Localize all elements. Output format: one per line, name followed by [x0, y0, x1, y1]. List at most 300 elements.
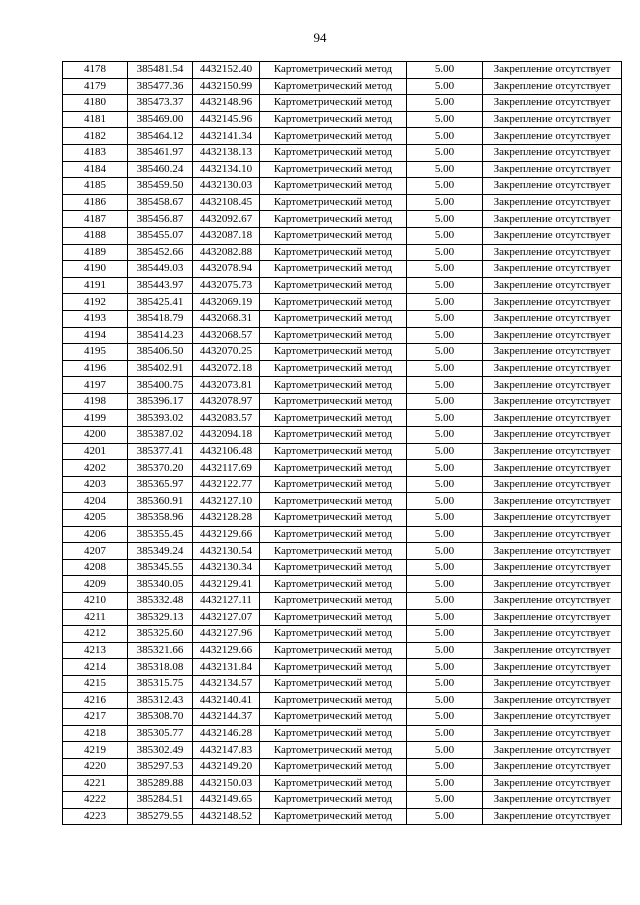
table-row — [63, 593, 622, 610]
point-number-cell: 4184 — [63, 161, 128, 178]
table-row — [63, 393, 622, 410]
fixing-cell: Закрепление отсутствует — [483, 294, 622, 311]
table-row — [63, 244, 622, 261]
x-coordinate-cell: 385461.97 — [128, 144, 193, 161]
fixing-cell: Закрепление отсутствует — [483, 227, 622, 244]
method-cell: Картометрический метод — [260, 626, 407, 643]
table-row — [63, 675, 622, 692]
method-cell: Картометрический метод — [260, 758, 407, 775]
method-cell: Картометрический метод — [260, 227, 407, 244]
fixing-cell: Закрепление отсутствует — [483, 675, 622, 692]
point-number-cell: 4222 — [63, 792, 128, 809]
fixing-cell: Закрепление отсутствует — [483, 709, 622, 726]
x-coordinate-cell: 385340.05 — [128, 576, 193, 593]
table-row — [63, 161, 622, 178]
y-coordinate-cell: 4432130.03 — [193, 178, 260, 195]
x-coordinate-cell: 385414.23 — [128, 327, 193, 344]
method-cell: Картометрический метод — [260, 692, 407, 709]
fixing-cell: Закрепление отсутствует — [483, 310, 622, 327]
fixing-cell: Закрепление отсутствует — [483, 493, 622, 510]
x-coordinate-cell: 385456.87 — [128, 211, 193, 228]
x-coordinate-cell: 385393.02 — [128, 410, 193, 427]
accuracy-cell: 5.00 — [407, 161, 483, 178]
x-coordinate-cell: 385387.02 — [128, 427, 193, 444]
table-row — [63, 211, 622, 228]
method-cell: Картометрический метод — [260, 427, 407, 444]
method-cell: Картометрический метод — [260, 95, 407, 112]
point-number-cell: 4209 — [63, 576, 128, 593]
accuracy-cell: 5.00 — [407, 725, 483, 742]
point-number-cell: 4201 — [63, 443, 128, 460]
point-number-cell: 4193 — [63, 310, 128, 327]
y-coordinate-cell: 4432138.13 — [193, 144, 260, 161]
fixing-cell: Закрепление отсутствует — [483, 78, 622, 95]
accuracy-cell: 5.00 — [407, 593, 483, 610]
x-coordinate-cell: 385459.50 — [128, 178, 193, 195]
y-coordinate-cell: 4432069.19 — [193, 294, 260, 311]
accuracy-cell: 5.00 — [407, 526, 483, 543]
table-row — [63, 344, 622, 361]
fixing-cell: Закрепление отсутствует — [483, 460, 622, 477]
method-cell: Картометрический метод — [260, 111, 407, 128]
table-row — [63, 808, 622, 825]
table-row — [63, 95, 622, 112]
fixing-cell: Закрепление отсутствует — [483, 62, 622, 79]
method-cell: Картометрический метод — [260, 642, 407, 659]
table-row — [63, 360, 622, 377]
accuracy-cell: 5.00 — [407, 675, 483, 692]
x-coordinate-cell: 385458.67 — [128, 194, 193, 211]
point-number-cell: 4196 — [63, 360, 128, 377]
point-number-cell: 4205 — [63, 510, 128, 527]
y-coordinate-cell: 4432131.84 — [193, 659, 260, 676]
accuracy-cell: 5.00 — [407, 144, 483, 161]
y-coordinate-cell: 4432072.18 — [193, 360, 260, 377]
method-cell: Картометрический метод — [260, 194, 407, 211]
accuracy-cell: 5.00 — [407, 410, 483, 427]
y-coordinate-cell: 4432150.99 — [193, 78, 260, 95]
table-row — [63, 460, 622, 477]
accuracy-cell: 5.00 — [407, 792, 483, 809]
point-number-cell: 4221 — [63, 775, 128, 792]
fixing-cell: Закрепление отсутствует — [483, 377, 622, 394]
accuracy-cell: 5.00 — [407, 493, 483, 510]
point-number-cell: 4189 — [63, 244, 128, 261]
fixing-cell: Закрепление отсутствует — [483, 526, 622, 543]
fixing-cell: Закрепление отсутствует — [483, 194, 622, 211]
point-number-cell: 4200 — [63, 427, 128, 444]
fixing-cell: Закрепление отсутствует — [483, 775, 622, 792]
method-cell: Картометрический метод — [260, 443, 407, 460]
point-number-cell: 4179 — [63, 78, 128, 95]
x-coordinate-cell: 385449.03 — [128, 261, 193, 278]
fixing-cell: Закрепление отсутствует — [483, 344, 622, 361]
point-number-cell: 4213 — [63, 642, 128, 659]
method-cell: Картометрический метод — [260, 460, 407, 477]
table-row — [63, 725, 622, 742]
x-coordinate-cell: 385396.17 — [128, 393, 193, 410]
method-cell: Картометрический метод — [260, 709, 407, 726]
fixing-cell: Закрепление отсутствует — [483, 161, 622, 178]
accuracy-cell: 5.00 — [407, 111, 483, 128]
table-row — [63, 526, 622, 543]
y-coordinate-cell: 4432068.57 — [193, 327, 260, 344]
y-coordinate-cell: 4432147.83 — [193, 742, 260, 759]
method-cell: Картометрический метод — [260, 294, 407, 311]
point-number-cell: 4194 — [63, 327, 128, 344]
y-coordinate-cell: 4432149.20 — [193, 758, 260, 775]
y-coordinate-cell: 4432094.18 — [193, 427, 260, 444]
accuracy-cell: 5.00 — [407, 310, 483, 327]
accuracy-cell: 5.00 — [407, 543, 483, 560]
point-number-cell: 4220 — [63, 758, 128, 775]
y-coordinate-cell: 4432148.96 — [193, 95, 260, 112]
fixing-cell: Закрепление отсутствует — [483, 144, 622, 161]
accuracy-cell: 5.00 — [407, 443, 483, 460]
point-number-cell: 4183 — [63, 144, 128, 161]
y-coordinate-cell: 4432144.37 — [193, 709, 260, 726]
point-number-cell: 4199 — [63, 410, 128, 427]
fixing-cell: Закрепление отсутствует — [483, 593, 622, 610]
fixing-cell: Закрепление отсутствует — [483, 642, 622, 659]
y-coordinate-cell: 4432128.28 — [193, 510, 260, 527]
method-cell: Картометрический метод — [260, 393, 407, 410]
accuracy-cell: 5.00 — [407, 244, 483, 261]
x-coordinate-cell: 385377.41 — [128, 443, 193, 460]
point-number-cell: 4216 — [63, 692, 128, 709]
accuracy-cell: 5.00 — [407, 460, 483, 477]
point-number-cell: 4203 — [63, 476, 128, 493]
fixing-cell: Закрепление отсутствует — [483, 626, 622, 643]
table-row — [63, 261, 622, 278]
point-number-cell: 4210 — [63, 593, 128, 610]
accuracy-cell: 5.00 — [407, 211, 483, 228]
table-row — [63, 427, 622, 444]
table-row — [63, 626, 622, 643]
y-coordinate-cell: 4432070.25 — [193, 344, 260, 361]
method-cell: Картометрический метод — [260, 178, 407, 195]
table-row — [63, 294, 622, 311]
method-cell: Картометрический метод — [260, 476, 407, 493]
method-cell: Картометрический метод — [260, 310, 407, 327]
table-row — [63, 659, 622, 676]
accuracy-cell: 5.00 — [407, 775, 483, 792]
x-coordinate-cell: 385452.66 — [128, 244, 193, 261]
fixing-cell: Закрепление отсутствует — [483, 808, 622, 825]
y-coordinate-cell: 4432117.69 — [193, 460, 260, 477]
fixing-cell: Закрепление отсутствует — [483, 261, 622, 278]
y-coordinate-cell: 4432083.57 — [193, 410, 260, 427]
y-coordinate-cell: 4432148.52 — [193, 808, 260, 825]
table-row — [63, 410, 622, 427]
fixing-cell: Закрепление отсутствует — [483, 178, 622, 195]
fixing-cell: Закрепление отсутствует — [483, 609, 622, 626]
point-number-cell: 4207 — [63, 543, 128, 560]
x-coordinate-cell: 385318.08 — [128, 659, 193, 676]
method-cell: Картометрический метод — [260, 211, 407, 228]
accuracy-cell: 5.00 — [407, 227, 483, 244]
x-coordinate-cell: 385418.79 — [128, 310, 193, 327]
table-row — [63, 709, 622, 726]
table-row — [63, 775, 622, 792]
method-cell: Картометрический метод — [260, 277, 407, 294]
y-coordinate-cell: 4432146.28 — [193, 725, 260, 742]
table-row — [63, 377, 622, 394]
x-coordinate-cell: 385460.24 — [128, 161, 193, 178]
y-coordinate-cell: 4432129.41 — [193, 576, 260, 593]
table-row — [63, 128, 622, 145]
accuracy-cell: 5.00 — [407, 510, 483, 527]
accuracy-cell: 5.00 — [407, 642, 483, 659]
table-row — [63, 277, 622, 294]
y-coordinate-cell: 4432127.96 — [193, 626, 260, 643]
fixing-cell: Закрепление отсутствует — [483, 427, 622, 444]
fixing-cell: Закрепление отсутствует — [483, 111, 622, 128]
method-cell: Картометрический метод — [260, 161, 407, 178]
y-coordinate-cell: 4432075.73 — [193, 277, 260, 294]
point-number-cell: 4181 — [63, 111, 128, 128]
x-coordinate-cell: 385402.91 — [128, 360, 193, 377]
x-coordinate-cell: 385349.24 — [128, 543, 193, 560]
accuracy-cell: 5.00 — [407, 576, 483, 593]
x-coordinate-cell: 385308.70 — [128, 709, 193, 726]
method-cell: Картометрический метод — [260, 360, 407, 377]
fixing-cell: Закрепление отсутствует — [483, 742, 622, 759]
point-number-cell: 4212 — [63, 626, 128, 643]
accuracy-cell: 5.00 — [407, 609, 483, 626]
method-cell: Картометрический метод — [260, 808, 407, 825]
table-row — [63, 227, 622, 244]
page-number: 94 — [313, 30, 327, 45]
fixing-cell: Закрепление отсутствует — [483, 128, 622, 145]
y-coordinate-cell: 4432145.96 — [193, 111, 260, 128]
x-coordinate-cell: 385302.49 — [128, 742, 193, 759]
y-coordinate-cell: 4432078.97 — [193, 393, 260, 410]
fixing-cell: Закрепление отсутствует — [483, 95, 622, 112]
y-coordinate-cell: 4432149.65 — [193, 792, 260, 809]
y-coordinate-cell: 4432106.48 — [193, 443, 260, 460]
x-coordinate-cell: 385400.75 — [128, 377, 193, 394]
method-cell: Картометрический метод — [260, 62, 407, 79]
table-row — [63, 758, 622, 775]
accuracy-cell: 5.00 — [407, 78, 483, 95]
accuracy-cell: 5.00 — [407, 758, 483, 775]
point-number-cell: 4185 — [63, 178, 128, 195]
point-number-cell: 4219 — [63, 742, 128, 759]
accuracy-cell: 5.00 — [407, 327, 483, 344]
table-row — [63, 78, 622, 95]
accuracy-cell: 5.00 — [407, 128, 483, 145]
table-row — [63, 178, 622, 195]
accuracy-cell: 5.00 — [407, 742, 483, 759]
accuracy-cell: 5.00 — [407, 692, 483, 709]
accuracy-cell: 5.00 — [407, 559, 483, 576]
accuracy-cell: 5.00 — [407, 62, 483, 79]
x-coordinate-cell: 385473.37 — [128, 95, 193, 112]
point-number-cell: 4191 — [63, 277, 128, 294]
point-number-cell: 4206 — [63, 526, 128, 543]
accuracy-cell: 5.00 — [407, 194, 483, 211]
point-number-cell: 4202 — [63, 460, 128, 477]
accuracy-cell: 5.00 — [407, 427, 483, 444]
y-coordinate-cell: 4432134.10 — [193, 161, 260, 178]
point-number-cell: 4214 — [63, 659, 128, 676]
fixing-cell: Закрепление отсутствует — [483, 360, 622, 377]
x-coordinate-cell: 385443.97 — [128, 277, 193, 294]
point-number-cell: 4218 — [63, 725, 128, 742]
accuracy-cell: 5.00 — [407, 659, 483, 676]
accuracy-cell: 5.00 — [407, 294, 483, 311]
x-coordinate-cell: 385329.13 — [128, 609, 193, 626]
x-coordinate-cell: 385358.96 — [128, 510, 193, 527]
x-coordinate-cell: 385305.77 — [128, 725, 193, 742]
x-coordinate-cell: 385284.51 — [128, 792, 193, 809]
accuracy-cell: 5.00 — [407, 393, 483, 410]
point-number-cell: 4187 — [63, 211, 128, 228]
table-row — [63, 559, 622, 576]
accuracy-cell: 5.00 — [407, 808, 483, 825]
fixing-cell: Закрепление отсутствует — [483, 725, 622, 742]
fixing-cell: Закрепление отсутствует — [483, 510, 622, 527]
table-row — [63, 194, 622, 211]
y-coordinate-cell: 4432127.11 — [193, 593, 260, 610]
method-cell: Картометрический метод — [260, 78, 407, 95]
point-number-cell: 4192 — [63, 294, 128, 311]
accuracy-cell: 5.00 — [407, 476, 483, 493]
method-cell: Картометрический метод — [260, 510, 407, 527]
x-coordinate-cell: 385455.07 — [128, 227, 193, 244]
y-coordinate-cell: 4432108.45 — [193, 194, 260, 211]
table-row — [63, 493, 622, 510]
point-number-cell: 4180 — [63, 95, 128, 112]
x-coordinate-cell: 385325.60 — [128, 626, 193, 643]
y-coordinate-cell: 4432082.88 — [193, 244, 260, 261]
y-coordinate-cell: 4432078.94 — [193, 261, 260, 278]
accuracy-cell: 5.00 — [407, 261, 483, 278]
x-coordinate-cell: 385370.20 — [128, 460, 193, 477]
method-cell: Картометрический метод — [260, 576, 407, 593]
coordinates-table — [62, 61, 622, 825]
accuracy-cell: 5.00 — [407, 277, 483, 294]
point-number-cell: 4188 — [63, 227, 128, 244]
point-number-cell: 4197 — [63, 377, 128, 394]
y-coordinate-cell: 4432150.03 — [193, 775, 260, 792]
y-coordinate-cell: 4432129.66 — [193, 526, 260, 543]
y-coordinate-cell: 4432092.67 — [193, 211, 260, 228]
table-row — [63, 111, 622, 128]
table-row — [63, 609, 622, 626]
x-coordinate-cell: 385355.45 — [128, 526, 193, 543]
table-row — [63, 144, 622, 161]
table-row — [63, 576, 622, 593]
method-cell: Картометрический метод — [260, 261, 407, 278]
method-cell: Картометрический метод — [260, 377, 407, 394]
x-coordinate-cell: 385360.91 — [128, 493, 193, 510]
y-coordinate-cell: 4432130.54 — [193, 543, 260, 560]
y-coordinate-cell: 4432141.34 — [193, 128, 260, 145]
fixing-cell: Закрепление отсутствует — [483, 443, 622, 460]
point-number-cell: 4211 — [63, 609, 128, 626]
table-row — [63, 476, 622, 493]
point-number-cell: 4204 — [63, 493, 128, 510]
fixing-cell: Закрепление отсутствует — [483, 758, 622, 775]
y-coordinate-cell: 4432129.66 — [193, 642, 260, 659]
accuracy-cell: 5.00 — [407, 377, 483, 394]
y-coordinate-cell: 4432152.40 — [193, 62, 260, 79]
x-coordinate-cell: 385481.54 — [128, 62, 193, 79]
y-coordinate-cell: 4432127.10 — [193, 493, 260, 510]
x-coordinate-cell: 385365.97 — [128, 476, 193, 493]
y-coordinate-cell: 4432122.77 — [193, 476, 260, 493]
x-coordinate-cell: 385406.50 — [128, 344, 193, 361]
method-cell: Картометрический метод — [260, 344, 407, 361]
x-coordinate-cell: 385279.55 — [128, 808, 193, 825]
point-number-cell: 4223 — [63, 808, 128, 825]
fixing-cell: Закрепление отсутствует — [483, 576, 622, 593]
point-number-cell: 4178 — [63, 62, 128, 79]
point-number-cell: 4217 — [63, 709, 128, 726]
method-cell: Картометрический метод — [260, 493, 407, 510]
method-cell: Картометрический метод — [260, 792, 407, 809]
accuracy-cell: 5.00 — [407, 178, 483, 195]
accuracy-cell: 5.00 — [407, 344, 483, 361]
point-number-cell: 4215 — [63, 675, 128, 692]
x-coordinate-cell: 385297.53 — [128, 758, 193, 775]
point-number-cell: 4208 — [63, 559, 128, 576]
method-cell: Картометрический метод — [260, 144, 407, 161]
y-coordinate-cell: 4432140.41 — [193, 692, 260, 709]
fixing-cell: Закрепление отсутствует — [483, 476, 622, 493]
table-row — [63, 692, 622, 709]
fixing-cell: Закрепление отсутствует — [483, 692, 622, 709]
accuracy-cell: 5.00 — [407, 360, 483, 377]
method-cell: Картометрический метод — [260, 410, 407, 427]
fixing-cell: Закрепление отсутствует — [483, 327, 622, 344]
fixing-cell: Закрепление отсутствует — [483, 559, 622, 576]
x-coordinate-cell: 385312.43 — [128, 692, 193, 709]
point-number-cell: 4186 — [63, 194, 128, 211]
y-coordinate-cell: 4432130.34 — [193, 559, 260, 576]
point-number-cell: 4198 — [63, 393, 128, 410]
point-number-cell: 4182 — [63, 128, 128, 145]
fixing-cell: Закрепление отсутствует — [483, 792, 622, 809]
x-coordinate-cell: 385289.88 — [128, 775, 193, 792]
y-coordinate-cell: 4432127.07 — [193, 609, 260, 626]
table-row — [63, 510, 622, 527]
fixing-cell: Закрепление отсутствует — [483, 244, 622, 261]
table-row — [63, 443, 622, 460]
fixing-cell: Закрепление отсутствует — [483, 543, 622, 560]
method-cell: Картометрический метод — [260, 725, 407, 742]
x-coordinate-cell: 385469.00 — [128, 111, 193, 128]
x-coordinate-cell: 385315.75 — [128, 675, 193, 692]
x-coordinate-cell: 385464.12 — [128, 128, 193, 145]
table-row — [63, 310, 622, 327]
method-cell: Картометрический метод — [260, 327, 407, 344]
point-number-cell: 4190 — [63, 261, 128, 278]
table-row — [63, 62, 622, 79]
y-coordinate-cell: 4432068.31 — [193, 310, 260, 327]
x-coordinate-cell: 385332.48 — [128, 593, 193, 610]
method-cell: Картометрический метод — [260, 559, 407, 576]
table-row — [63, 742, 622, 759]
x-coordinate-cell: 385425.41 — [128, 294, 193, 311]
method-cell: Картометрический метод — [260, 659, 407, 676]
y-coordinate-cell: 4432134.57 — [193, 675, 260, 692]
fixing-cell: Закрепление отсутствует — [483, 277, 622, 294]
x-coordinate-cell: 385477.36 — [128, 78, 193, 95]
coordinates-table-body — [63, 62, 622, 825]
